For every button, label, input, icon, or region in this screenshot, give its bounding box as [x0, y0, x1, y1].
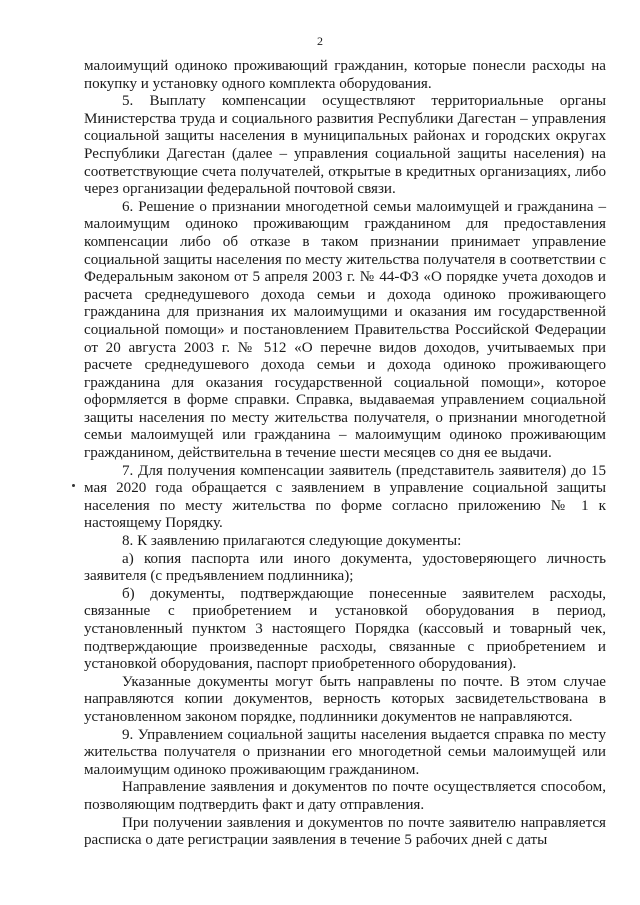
paragraph-item-8: 8. К заявлению прилагаются следующие документы: [122, 533, 462, 550]
paragraph-item-6: 6. Решение о признании многодетной семьи малоимущей и гражданина – малоимущим одиноко проживающим гражданином для предоставления компенсации либо об отказе в таком признании принимает управление социальной защиты населения по месту жительства получателя в соответствии с Федеральным законом от 5 апреля 2003 г. № 44-ФЗ «О порядке учета доходов и расчета среднедушевого дохода семьи и дохода одиноко проживающего гражданина для признания их малоимущими и оказания им государственной социальной помощи» и постановлением Правительства Российской Федерации от 20 августа 2003 г. № 512 «О перечне видов доходов, учитываемых при расчете среднедушевого дохода семьи и дохода одиноко проживающего гражданина для оказания государственной социальной помощи», которое оформляется в форме справки. Справка, выдаваемая управлением социальной защиты населения по месту жительства получателя, о признании многодетной семьи малоимущей или гражданина – малоимущим одиноко проживающим гражданином, действительна в течение шести месяцев со дня ее выдачи. [84, 198, 606, 462]
scan-speck [72, 484, 75, 487]
page-number: 2 [317, 34, 323, 48]
paragraph-subitem-b: б) документы, подтверждающие понесенные заявителем расходы, связанные с приобретением и установкой оборудования в период, установленный пунктом 3 настоящего Порядка (кассовый и товарный чек, подтверждающие произведенные расходы, связанные с приобретением и установкой оборудования, паспорт приобретенного оборудования). [84, 585, 606, 673]
paragraph-item-9: 9. Управлением социальной защиты населения выдается справка по месту жительства получателя о признании его многодетной семьи малоимущей или малоимущим одиноко проживающим гражданином. [84, 726, 606, 778]
paragraph-continuation: малоимущий одиноко проживающий гражданин, которые понесли расходы на покупку и установку одного комплекта оборудования. [84, 58, 606, 92]
paragraph-item-7: 7. Для получения компенсации заявитель (представитель заявителя) до 15 мая 2020 года обращается с заявлением в управление социальной защиты населения по месту жительства по форме согласно приложению № 1 к настоящему Порядку. [84, 462, 606, 532]
paragraph-mail-note: Указанные документы могут быть направлены по почте. В этом случае направляются копии документов, верность которых засвидетельствована в установленном законом порядке, подлинники документов не направляются. [84, 673, 606, 725]
document-body [84, 58, 606, 850]
paragraph-receipt: При получении заявления и документов по почте заявителю направляется расписка о дате регистрации заявления в течение 5 рабочих дней с даты [84, 814, 606, 849]
paragraph-subitem-a: а) копия паспорта или иного документа, удостоверяющего личность заявителя (с предъявлением подлинника); [84, 550, 606, 585]
paragraph-mail-method: Направление заявления и документов по почте осуществляется способом, позволяющим подтвердить факт и дату отправления. [84, 779, 606, 813]
paragraph-item-5: 5. Выплату компенсации осуществляют территориальные органы Министерства труда и социального развития Республики Дагестан – управления социальной защиты населения в муниципальных районах и городских округах Республики Дагестан (далее – управления социальной защиты населения) на соответствующие счета получателей, открытые в кредитных организациях, либо через организации федеральной почтовой связи. [84, 93, 606, 198]
